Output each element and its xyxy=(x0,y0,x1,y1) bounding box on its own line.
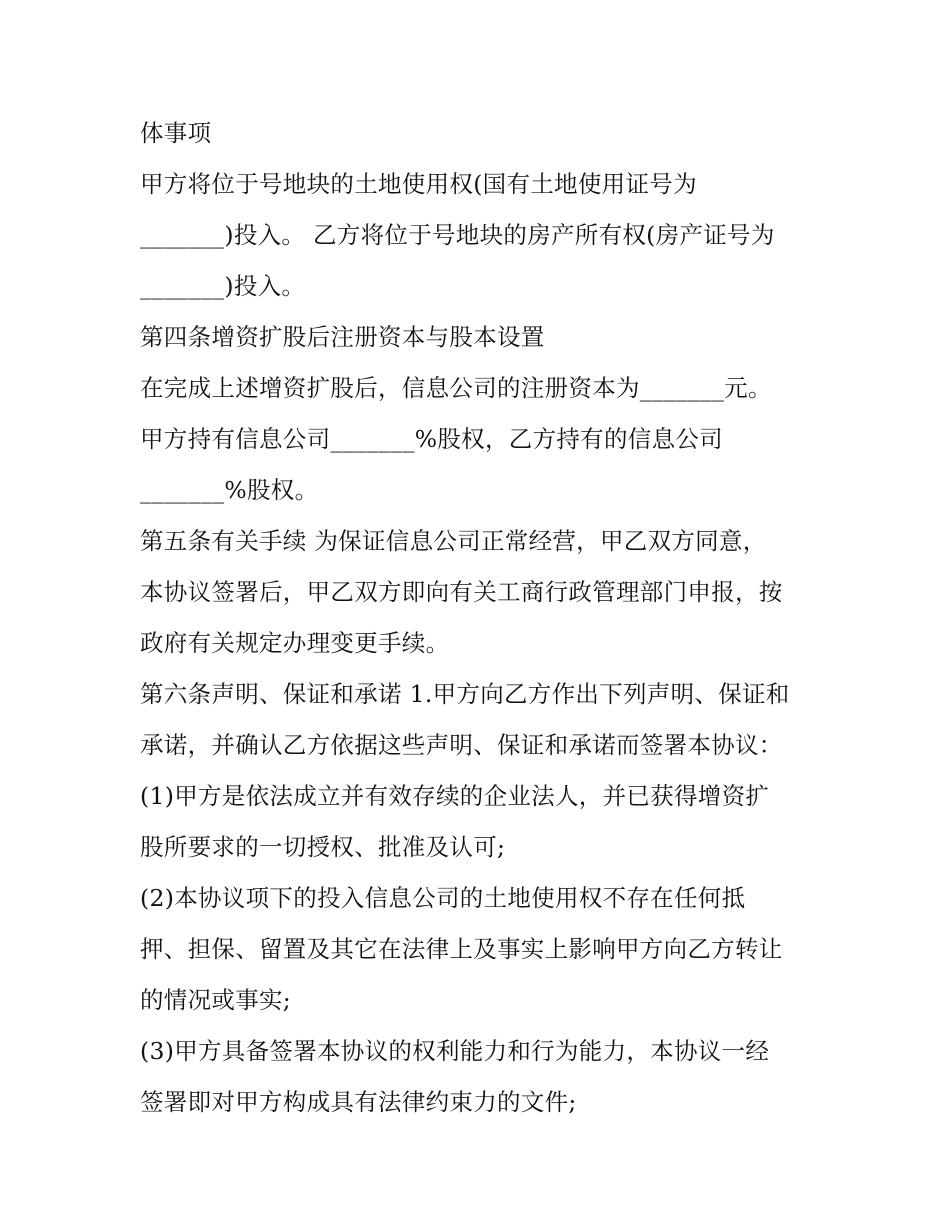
document-body xyxy=(140,108,830,1128)
text-line: _______%股权。 xyxy=(140,476,319,504)
text-line: 股所要求的一切授权、批准及认可; xyxy=(140,833,506,861)
text-line: 甲方持有信息公司_______%股权，乙方持有的信息公司 xyxy=(140,425,723,453)
section-heading-article-4: 第四条增资扩股后注册资本与股本设置 xyxy=(140,323,545,351)
section-line-article-5: 第五条有关手续 为保证信息公司正常经营，甲乙双方同意， xyxy=(140,527,767,555)
text-line: _______)投入。 乙方将位于号地块的房产所有权(房产证号为 xyxy=(140,221,775,249)
text-line: 的情况或事实; xyxy=(140,986,292,1014)
text-line: 甲方将位于号地块的土地使用权(国有土地使用证号为 xyxy=(140,170,697,198)
text-line: 本协议签署后，甲乙双方即向有关工商行政管理部门申报，按 xyxy=(140,578,783,606)
list-item-3: (3)甲方具备签署本协议的权利能力和行为能力，本协议一经 xyxy=(140,1037,770,1065)
list-item-2: (2)本协议项下的投入信息公司的土地使用权不存在任何抵 xyxy=(140,884,746,912)
text-line: 押、担保、留置及其它在法律上及事实上影响甲方向乙方转让 xyxy=(140,935,783,963)
text-line: 签署即对甲方构成具有法律约束力的文件; xyxy=(140,1088,577,1116)
list-item-1: (1)甲方是依法成立并有效存续的企业法人，并已获得增资扩 xyxy=(140,782,770,810)
text-line: _______)投入。 xyxy=(140,272,306,300)
section-line-article-6: 第六条声明、保证和承诺 1.甲方向乙方作出下列声明、保证和 xyxy=(140,680,790,708)
text-line: 承诺，并确认乙方依据这些声明、保证和承诺而签署本协议： xyxy=(140,731,783,759)
text-line: 在完成上述增资扩股后，信息公司的注册资本为_______元。 xyxy=(140,374,772,402)
text-line: 体事项 xyxy=(140,119,212,147)
text-line: 政府有关规定办理变更手续。 xyxy=(140,629,450,657)
